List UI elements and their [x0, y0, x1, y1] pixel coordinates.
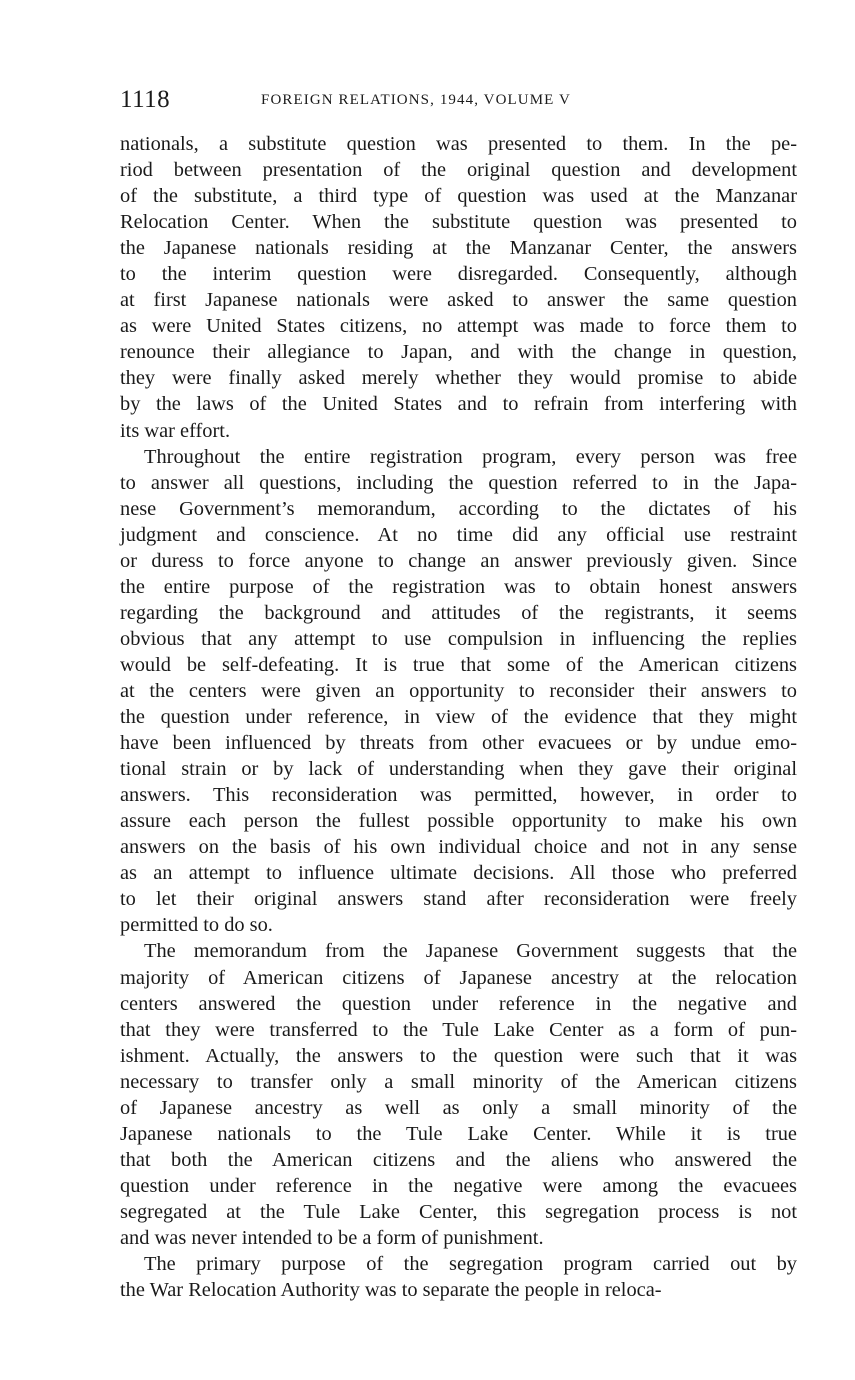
text-line: the War Relocation Authority was to separate the people in reloca- [120, 1279, 662, 1302]
text-line: question under reference in the negative were among the evacuees [120, 1174, 797, 1197]
text-line: would be self-defeating. It is true that some of the American citizens [120, 653, 797, 676]
text-line: and was never intended to be a form of punishment. [120, 1226, 544, 1249]
text-line: Throughout the entire registration program, every person was free [144, 445, 797, 468]
text-line: nese Government’s memorandum, according to the dictates of his [120, 497, 797, 520]
text-line: answers. This reconsideration was permitted, however, in order to [120, 784, 797, 807]
text-line: to let their original answers stand after reconsideration were freely [120, 888, 797, 911]
text-line: at first Japanese nationals were asked to answer the same question [120, 289, 797, 312]
text-line: majority of American citizens of Japanese ancestry at the relocation [120, 966, 797, 989]
text-line: nationals, a substitute question was presented to them. In the pe- [120, 133, 797, 155]
text-line: tional strain or by lack of understanding when they gave their original [120, 758, 797, 781]
text-line: The primary purpose of the segregation program carried out by [144, 1253, 797, 1276]
paragraph [120, 938, 797, 1251]
running-head-title: FOREIGN RELATIONS, 1944, VOLUME V [261, 92, 571, 108]
text-line: of the substitute, a third type of question was used at the Manzanar [120, 185, 797, 208]
running-head [120, 86, 800, 116]
body-text [120, 131, 797, 1303]
paragraph [120, 131, 797, 444]
text-line: of Japanese ancestry as well as only a small minority of the [120, 1096, 797, 1119]
text-line: or duress to force anyone to change an answer previously given. Since [120, 549, 797, 572]
text-line: the Japanese nationals residing at the Manzanar Center, the answers [120, 237, 797, 260]
text-line: riod between presentation of the original question and development [120, 159, 797, 182]
text-line: ishment. Actually, the answers to the question were such that it was [120, 1044, 797, 1067]
text-line: its war effort. [120, 419, 231, 442]
text-line: regarding the background and attitudes of the registrants, it seems [120, 601, 797, 624]
text-line: they were finally asked merely whether they would promise to abide [120, 367, 797, 390]
text-line: segregated at the Tule Lake Center, this segregation process is not [120, 1200, 797, 1223]
text-line: Japanese nationals to the Tule Lake Center. While it is true [120, 1122, 797, 1145]
text-line: Relocation Center. When the substitute question was presented to [120, 211, 797, 234]
text-line: as were United States citizens, no attempt was made to force them to [120, 315, 797, 338]
text-line: permitted to do so. [120, 914, 273, 937]
text-line: have been influenced by threats from other evacuees or by undue emo- [120, 732, 797, 755]
text-line: that both the American citizens and the aliens who answered the [120, 1148, 797, 1171]
text-line: to the interim question were disregarded. Consequently, although [120, 263, 797, 286]
text-line: The memorandum from the Japanese Government suggests that the [144, 940, 797, 963]
text-line: the question under reference, in view of the evidence that they might [120, 706, 797, 729]
text-line: to answer all questions, including the question referred to in the Japa- [120, 471, 797, 494]
text-line: centers answered the question under reference in the negative and [120, 992, 797, 1015]
paragraph [120, 444, 797, 939]
page-number: 1118 [120, 86, 171, 113]
text-line: obvious that any attempt to use compulsion in influencing the replies [120, 627, 797, 650]
text-line: by the laws of the United States and to refrain from interfering with [120, 393, 797, 416]
paragraph [120, 1251, 797, 1303]
text-line: judgment and conscience. At no time did any official use restraint [120, 523, 797, 546]
text-line: renounce their allegiance to Japan, and with the change in question, [120, 341, 797, 364]
text-line: that they were transferred to the Tule Lake Center as a form of pun- [120, 1018, 797, 1041]
text-line: the entire purpose of the registration was to obtain honest answers [120, 575, 797, 598]
text-line: necessary to transfer only a small minority of the American citizens [120, 1070, 797, 1093]
text-line: as an attempt to influence ultimate decisions. All those who preferred [120, 862, 797, 885]
text-line: answers on the basis of his own individual choice and not in any sense [120, 836, 797, 859]
text-line: at the centers were given an opportunity to reconsider their answers to [120, 679, 797, 702]
text-line: assure each person the fullest possible opportunity to make his own [120, 810, 797, 833]
